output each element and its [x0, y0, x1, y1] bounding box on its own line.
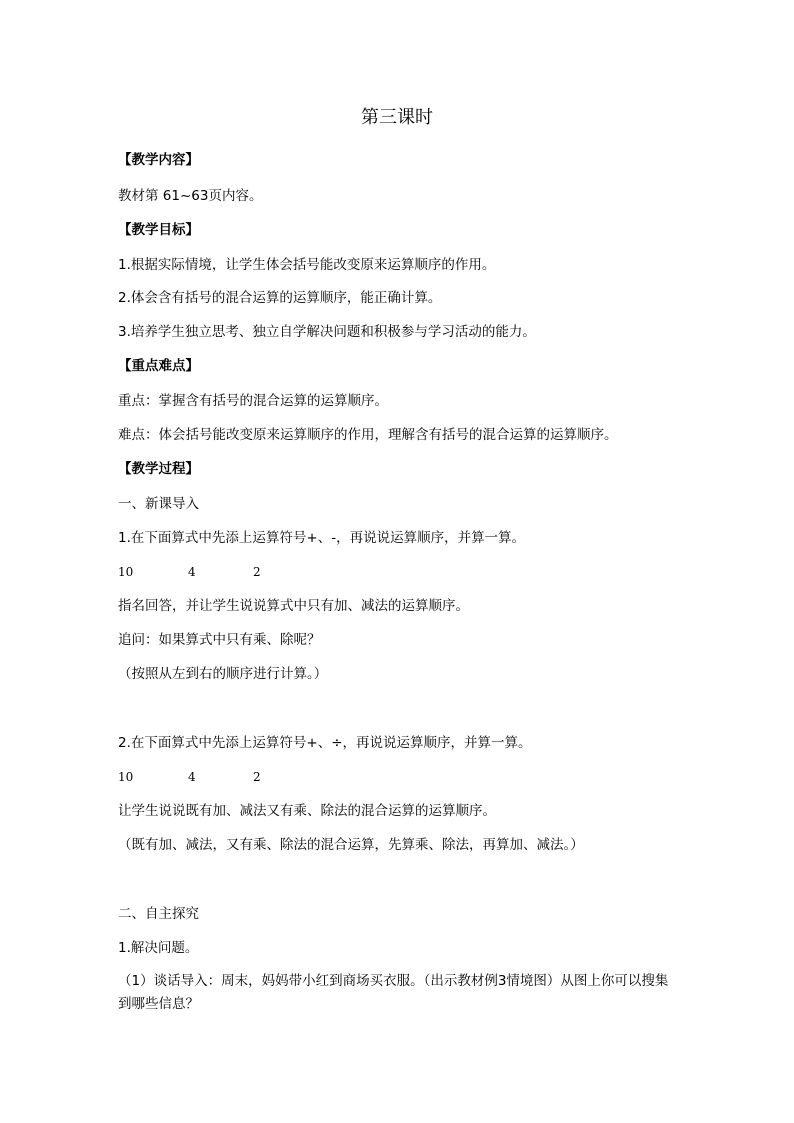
key-point-text: 重点：掌握含有括号的混合运算的运算顺序。 — [118, 393, 388, 409]
q2-answer-text: （既有加、减法，又有乘、除法的混合运算，先算乘、除法，再算加、减法。） — [118, 837, 584, 853]
section-heading-process: 【教学过程】 — [118, 461, 199, 477]
difficult-point-text: 难点：体会括号能改变原来运算顺序的作用，理解含有括号的混合运算的运算顺序。 — [118, 427, 618, 443]
q1-followup-text: 追问：如果算式中只有乘、除呢？ — [118, 632, 321, 648]
section-heading-key-points: 【重点难点】 — [118, 358, 199, 374]
part-2-item-1-text: （1）谈话导入：周末，妈妈带小红到商场买衣服。（出示教材例3情境图）从图上你可以搜集到哪些信息？ — [118, 973, 669, 1012]
q2-prompt-text: 让学生说说既有加、减法又有乘、除法的混合运算的运算顺序。 — [118, 803, 496, 819]
question-1: 1.在下面算式中先添上运算符号+、-，再说说运算顺序，并算一算。 — [118, 530, 526, 546]
q1-number-3: 2 — [253, 565, 261, 579]
q1-number-2: 4 — [188, 565, 196, 579]
section-heading-content: 【教学内容】 — [118, 152, 199, 168]
part-1-heading: 一、新课导入 — [118, 496, 199, 512]
q2-number-2: 4 — [188, 770, 196, 784]
q2-number-1: 10 — [118, 770, 134, 784]
content-text: 教材第 61~63页内容。 — [118, 188, 263, 204]
goal-item-1: 1.根据实际情境，让学生体会括号能改变原来运算顺序的作用。 — [118, 257, 496, 273]
question-2: 2.在下面算式中先添上运算符号+、÷，再说说运算顺序，并算一算。 — [118, 735, 532, 751]
q1-answer-text: 指名回答，并让学生说说算式中只有加、减法的运算顺序。 — [118, 598, 469, 614]
goal-item-2: 2.体会含有括号的混合运算的运算顺序，能正确计算。 — [118, 290, 442, 306]
part-2-heading: 二、自主探究 — [118, 906, 199, 922]
part-2-item-1: 1.解决问题。 — [118, 940, 199, 956]
page-title: 第三课时 — [361, 107, 433, 128]
section-heading-goals: 【教学目标】 — [118, 222, 199, 238]
q1-number-1: 10 — [118, 565, 134, 579]
q1-followup-answer: （按照从左到右的顺序进行计算。） — [118, 666, 328, 682]
goal-item-3: 3.培养学生独立思考、独立自学解决问题和积极参与学习活动的能力。 — [118, 324, 536, 340]
q2-number-3: 2 — [253, 770, 261, 784]
